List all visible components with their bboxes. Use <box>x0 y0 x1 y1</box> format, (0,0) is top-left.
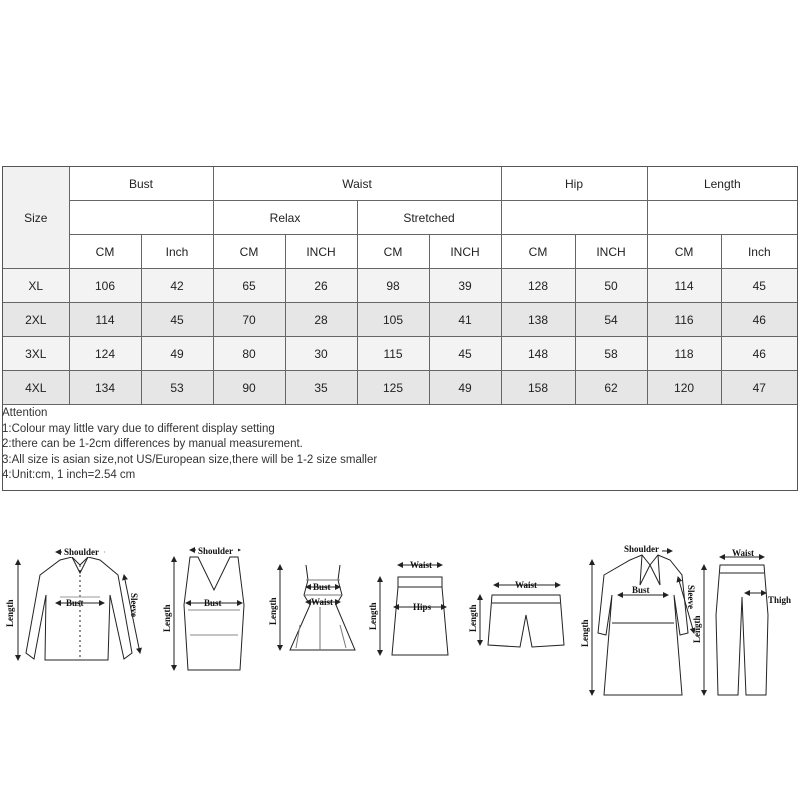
unit-header: CM <box>647 235 721 269</box>
coat-sleeve-label: Sleeve <box>686 585 696 609</box>
shorts-diagram <box>468 580 564 647</box>
coat-length-label: Length <box>580 619 590 647</box>
table-cell: 125 <box>357 371 429 405</box>
table-cell: 134 <box>69 371 141 405</box>
attention-notes <box>2 406 377 484</box>
tank-length-label: Length <box>162 604 172 632</box>
pants-thigh-label: Thigh <box>768 595 792 605</box>
notes-title: Attention <box>2 407 48 419</box>
table-cell: 80 <box>213 337 285 371</box>
table-cell: 42 <box>141 269 213 303</box>
note-line: 4:Unit:cm, 1 inch=2.54 cm <box>2 469 136 481</box>
pants-outline-icon <box>716 565 768 695</box>
unit-header: INCH <box>429 235 501 269</box>
table-cell: 26 <box>285 269 357 303</box>
size-cell: 3XL <box>3 337 69 371</box>
unit-header: CM <box>69 235 141 269</box>
table-cell: 49 <box>141 337 213 371</box>
bust-subheader-empty <box>69 201 213 235</box>
size-cell: 4XL <box>3 371 69 405</box>
table-cell: 49 <box>429 371 501 405</box>
skirt-diagram <box>368 560 448 655</box>
table-cell: 39 <box>429 269 501 303</box>
table-row <box>3 371 797 405</box>
note-line: 1:Colour may little vary due to different display setting <box>2 422 275 435</box>
table-cell: 114 <box>647 269 721 303</box>
shirt-shoulder-label: Shoulder <box>64 547 100 557</box>
unit-header: CM <box>501 235 575 269</box>
unit-header: CM <box>357 235 429 269</box>
table-cell: 45 <box>429 337 501 371</box>
table-cell: 70 <box>213 303 285 337</box>
size-cell: 2XL <box>3 303 69 337</box>
table-cell: 46 <box>721 337 797 371</box>
table-row <box>3 303 797 337</box>
table-cell: 30 <box>285 337 357 371</box>
unit-header: CM <box>213 235 285 269</box>
table-row <box>3 269 797 303</box>
unit-header: INCH <box>575 235 647 269</box>
table-cell: 128 <box>501 269 575 303</box>
size-table <box>3 167 797 405</box>
tank-bust-label: Bust <box>204 598 222 608</box>
table-cell: 47 <box>721 371 797 405</box>
table-cell: 124 <box>69 337 141 371</box>
shirt-sleeve-label: Sleeve <box>129 593 139 617</box>
table-cell: 58 <box>575 337 647 371</box>
size-cell: XL <box>3 269 69 303</box>
skirt-length-label: Length <box>368 602 378 630</box>
shorts-length-label: Length <box>468 604 478 632</box>
coat-diagram <box>580 544 696 695</box>
skirt-outline-icon <box>392 577 448 655</box>
waist-relax-header: Relax <box>213 201 357 235</box>
tank-shoulder-label: Shoulder <box>198 546 234 556</box>
table-cell: 106 <box>69 269 141 303</box>
shorts-waist-label: Waist <box>515 580 538 590</box>
length-header: Length <box>647 167 797 201</box>
dress-outline-icon <box>290 565 355 650</box>
shirt-outline-icon <box>26 557 132 660</box>
table-cell: 65 <box>213 269 285 303</box>
coat-shoulder-label: Shoulder <box>624 544 660 554</box>
dress-diagram <box>268 565 355 650</box>
tank-diagram <box>162 545 244 670</box>
table-cell: 53 <box>141 371 213 405</box>
tank-outline-icon <box>184 557 244 670</box>
shirt-bust-label: Bust <box>66 598 84 608</box>
size-header: Size <box>3 167 69 269</box>
table-cell: 54 <box>575 303 647 337</box>
note-line: 2:there can be 1-2cm differences by manual measurement. <box>2 438 303 450</box>
table-cell: 50 <box>575 269 647 303</box>
skirt-hips-label: Hips <box>413 602 432 612</box>
table-cell: 158 <box>501 371 575 405</box>
hip-subheader-empty <box>501 201 647 235</box>
table-cell: 62 <box>575 371 647 405</box>
bust-header: Bust <box>69 167 213 201</box>
table-cell: 148 <box>501 337 575 371</box>
hip-header: Hip <box>501 167 647 201</box>
waist-stretched-header: Stretched <box>357 201 501 235</box>
waist-header: Waist <box>213 167 501 201</box>
dress-bust-label: Bust <box>313 582 331 592</box>
coat-outline-icon <box>598 555 688 695</box>
unit-header: Inch <box>141 235 213 269</box>
table-cell: 45 <box>721 269 797 303</box>
pants-diagram <box>692 548 791 695</box>
length-subheader-empty <box>647 201 797 235</box>
shirt-diagram <box>5 546 140 660</box>
skirt-waist-label: Waist <box>410 560 433 570</box>
table-cell: 120 <box>647 371 721 405</box>
dress-length-label: Length <box>268 597 278 625</box>
table-cell: 46 <box>721 303 797 337</box>
unit-header: Inch <box>721 235 797 269</box>
table-cell: 41 <box>429 303 501 337</box>
table-cell: 114 <box>69 303 141 337</box>
table-cell: 116 <box>647 303 721 337</box>
table-row <box>3 337 797 371</box>
table-cell: 90 <box>213 371 285 405</box>
table-cell: 35 <box>285 371 357 405</box>
dress-waist-label: Waist <box>311 597 334 607</box>
coat-bust-label: Bust <box>632 585 650 595</box>
pants-waist-label: Waist <box>732 548 755 558</box>
measurement-diagrams <box>0 535 800 710</box>
table-cell: 105 <box>357 303 429 337</box>
table-cell: 138 <box>501 303 575 337</box>
note-line: 3:All size is asian size,not US/European size,there will be 1-2 size smaller <box>2 453 378 466</box>
table-cell: 98 <box>357 269 429 303</box>
table-cell: 45 <box>141 303 213 337</box>
unit-header: INCH <box>285 235 357 269</box>
shirt-length-label: Length <box>5 599 15 627</box>
table-cell: 28 <box>285 303 357 337</box>
pants-length-label: Length <box>692 615 702 643</box>
table-cell: 118 <box>647 337 721 371</box>
table-cell: 115 <box>357 337 429 371</box>
